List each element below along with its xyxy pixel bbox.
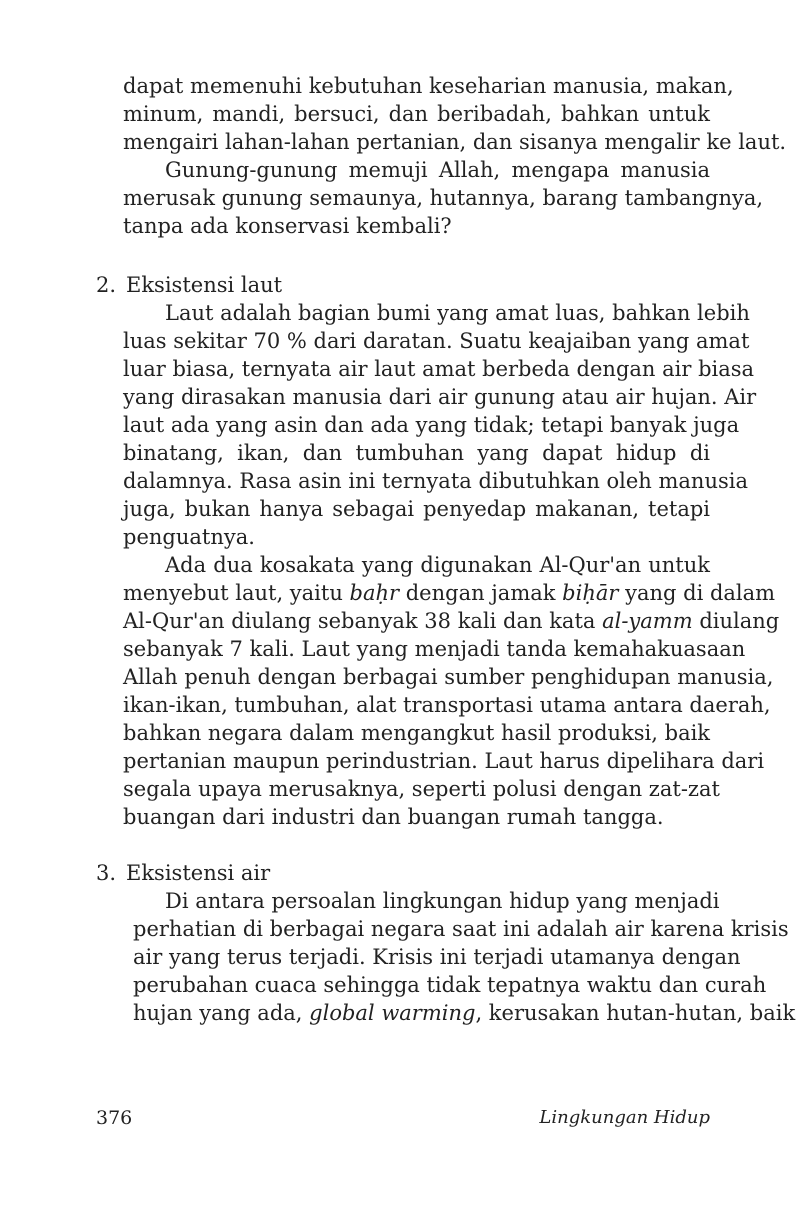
text-line: air yang terus terjadi. Krisis ini terjadi utamanya dengan [133, 945, 741, 969]
text-line: tanpa ada konservasi kembali? [123, 214, 452, 238]
text-line: buangan dari industri dan buangan rumah tangga. [123, 805, 664, 829]
text-line: dalamnya. Rasa asin ini ternyata dibutuhkan oleh manusia [123, 469, 748, 493]
text-line: ikan-ikan, tumbuhan, alat transportasi utama antara daerah, [123, 693, 771, 717]
section2-body [123, 299, 780, 831]
text-line: pertanian maupun perindustrian. Laut harus dipelihara dari [123, 749, 765, 773]
text-line [123, 607, 780, 635]
section3-body [133, 887, 796, 1027]
intro-text [123, 72, 787, 240]
text-line: minum, mandi, bersuci, dan beribadah, bahkan untuk [123, 102, 710, 126]
text-line: Ada dua kosakata yang digunakan Al-Qur'an untuk [165, 553, 710, 577]
italic-term: biḥār [562, 581, 619, 605]
text-line: perubahan cuaca sehingga tidak tepatnya waktu dan curah [133, 973, 767, 997]
text-line: penguatnya. [123, 525, 255, 549]
page-number: 376 [96, 1107, 133, 1129]
text-line: laut ada yang asin dan ada yang tidak; tetapi banyak juga [123, 413, 740, 437]
text-line: binatang, ikan, dan tumbuhan yang dapat hidup di [123, 441, 710, 465]
text-line: Laut adalah bagian bumi yang amat luas, bahkan lebih [165, 301, 750, 325]
text-line: luas sekitar 70 % dari daratan. Suatu keajaiban yang amat [123, 329, 750, 353]
text-line: dapat memenuhi kebutuhan keseharian manusia, makan, [123, 74, 734, 98]
section-number: 2. [96, 273, 117, 297]
text-run: , kerusakan hutan-hutan, baik [475, 1001, 796, 1025]
section-title: Eksistensi air [126, 861, 271, 885]
text-run: yang di dalam [618, 581, 776, 605]
section-number: 3. [96, 861, 117, 885]
text-line: Di antara persoalan lingkungan hidup yang menjadi [165, 889, 720, 913]
text-line: merusak gunung semaunya, hutannya, barang tambangnya, [123, 186, 764, 210]
text-run: dengan jamak [399, 581, 563, 605]
text-line [123, 579, 776, 607]
text-line: juga, bukan hanya sebagai penyedap makanan, tetapi [123, 497, 710, 521]
text-run: Al-Qur'an diulang sebanyak 38 kali dan kata [123, 609, 603, 633]
italic-term: baḥr [349, 581, 400, 605]
text-run: hujan yang ada, [133, 1001, 310, 1025]
text-run: menyebut laut, yaitu [123, 581, 350, 605]
text-line: luar biasa, ternyata air laut amat berbeda dengan air biasa [123, 357, 755, 381]
text-line: perhatian di berbagai negara saat ini adalah air karena krisis [133, 917, 789, 941]
text-line [133, 999, 796, 1027]
text-line: bahkan negara dalam mengangkut hasil produksi, baik [123, 721, 711, 745]
text-line: segala upaya merusaknya, seperti polusi dengan zat-zat [123, 777, 720, 801]
text-line: mengairi lahan-lahan pertanian, dan sisanya mengalir ke laut. [123, 130, 787, 154]
running-title: Lingkungan Hidup [539, 1107, 710, 1128]
text-line: Allah penuh dengan berbagai sumber penghidupan manusia, [123, 665, 774, 689]
text-run: diulang [692, 609, 780, 633]
italic-term: global warming [309, 1001, 476, 1025]
section-heading [96, 271, 282, 299]
text-line: sebanyak 7 kali. Laut yang menjadi tanda kemahakuasaan [123, 637, 746, 661]
italic-term: al-yamm [602, 609, 693, 633]
text-line: Gunung-gunung memuji Allah, mengapa manusia [165, 158, 710, 182]
section-title: Eksistensi laut [126, 273, 283, 297]
text-line: yang dirasakan manusia dari air gunung atau air hujan. Air [123, 385, 757, 409]
section-heading [96, 859, 270, 887]
